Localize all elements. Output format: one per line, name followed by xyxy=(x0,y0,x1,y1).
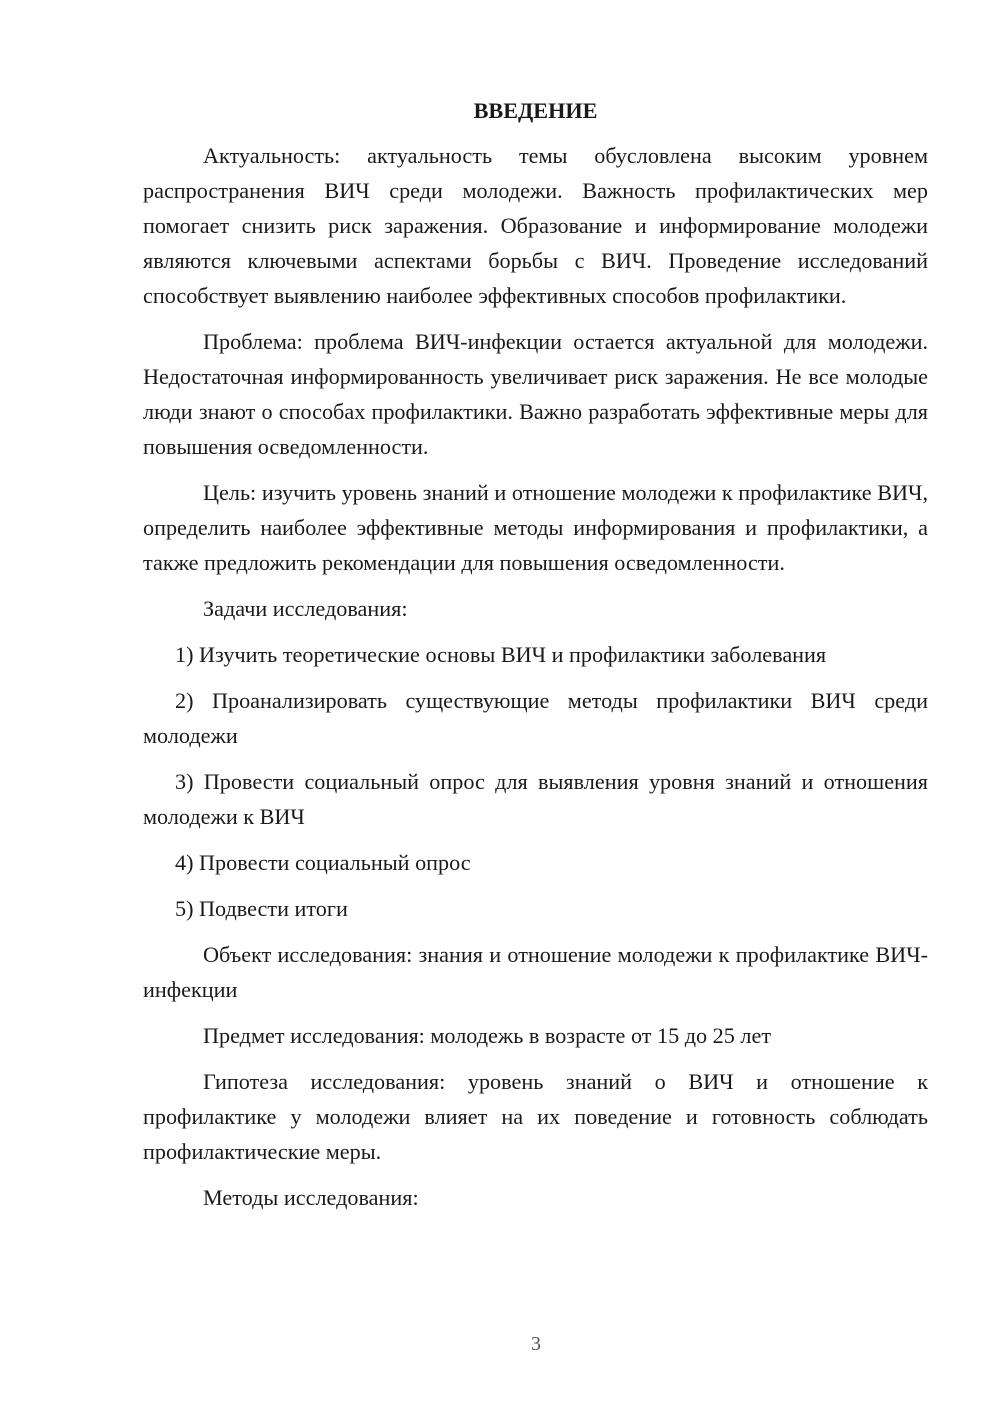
task-item: 1) Изучить теоретические основы ВИЧ и профилактики заболевания xyxy=(175,642,827,667)
page-content xyxy=(143,93,928,1226)
relevance-paragraph: Актуальность: актуальность темы обусловлена высоким уровнем распространения ВИЧ среди молодежи. Важность профилактических мер помогает снизить риск заражения. Образование и информирование молодежи являются ключевыми аспектами борьбы с ВИЧ. Проведение исследований способствует выявлению наиболее эффективных способов профилактики. xyxy=(143,143,928,308)
section-title: ВВЕДЕНИЕ xyxy=(473,98,598,123)
methods-heading: Методы исследования: xyxy=(203,1185,419,1210)
page-number: 3 xyxy=(531,1333,541,1355)
task-item: 4) Провести социальный опрос xyxy=(175,850,471,875)
task-item: 2) Проанализировать существующие методы профилактики ВИЧ среди молодежи xyxy=(143,688,928,748)
task-item: 3) Провести социальный опрос для выявления уровня знаний и отношения молодежи к ВИЧ xyxy=(143,769,928,829)
goal-paragraph: Цель: изучить уровень знаний и отношение молодежи к профилактике ВИЧ, определить наиболее эффективные методы информирования и профилактики, а также предложить рекомендации для повышения осведомленности. xyxy=(143,480,928,575)
object-paragraph: Объект исследования: знания и отношение молодежи к профилактике ВИЧ-инфекции xyxy=(143,942,928,1002)
subject-paragraph: Предмет исследования: молодежь в возрасте от 15 до 25 лет xyxy=(203,1023,772,1048)
tasks-heading: Задачи исследования: xyxy=(203,596,408,621)
task-item: 5) Подвести итоги xyxy=(175,896,348,921)
hypothesis-paragraph: Гипотеза исследования: уровень знаний о ВИЧ и отношение к профилактике у молодежи влияет на их поведение и готовность соблюдать профилактические меры. xyxy=(143,1069,928,1164)
problem-paragraph: Проблема: проблема ВИЧ-инфекции остается актуальной для молодежи. Недостаточная информированность увеличивает риск заражения. Не все молодые люди знают о способах профилактики. Важно разработать эффективные меры для повышения осведомленности. xyxy=(143,329,928,459)
